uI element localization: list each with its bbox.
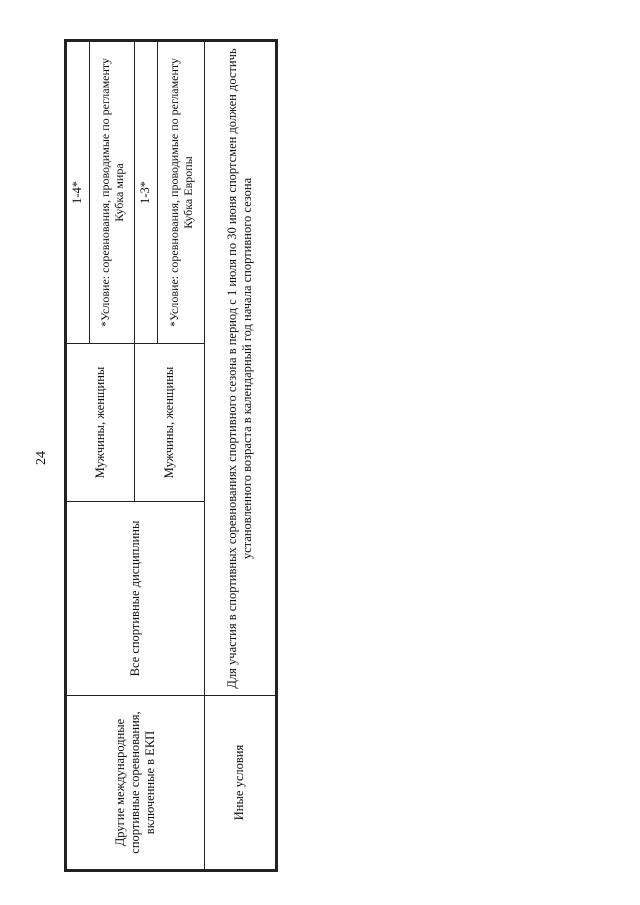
page-number: 24	[34, 451, 49, 465]
condition-note: *Условие: соревнования, проводимые по регламенту Кубка мира	[90, 42, 135, 344]
places-value: 1-4*	[67, 42, 90, 344]
condition-note: *Условие: соревнования, проводимые по регламенту Кубка Европы	[158, 42, 205, 344]
table-row	[67, 42, 90, 870]
gender-cell: Мужчины, женщины	[135, 344, 205, 502]
requirements-table	[66, 41, 276, 870]
gender-cell: Мужчины, женщины	[67, 344, 135, 502]
other-conditions-label: Иные условия	[205, 696, 276, 870]
other-conditions-text: Для участия в спортивных соревнованиях спортивного сезона в период с 1 июля по 30 июня спортсмен должен достичь установленного возраста в календарный год начала спортивного сезона	[205, 42, 276, 696]
discipline-cell: Все спортивные дисциплины	[67, 502, 205, 696]
requirements-table-container	[66, 42, 258, 870]
competition-category-cell: Другие международные спортивные соревнования, включенные в ЕКП	[67, 696, 205, 870]
table-row	[205, 42, 276, 870]
places-value: 1-3*	[135, 42, 158, 344]
